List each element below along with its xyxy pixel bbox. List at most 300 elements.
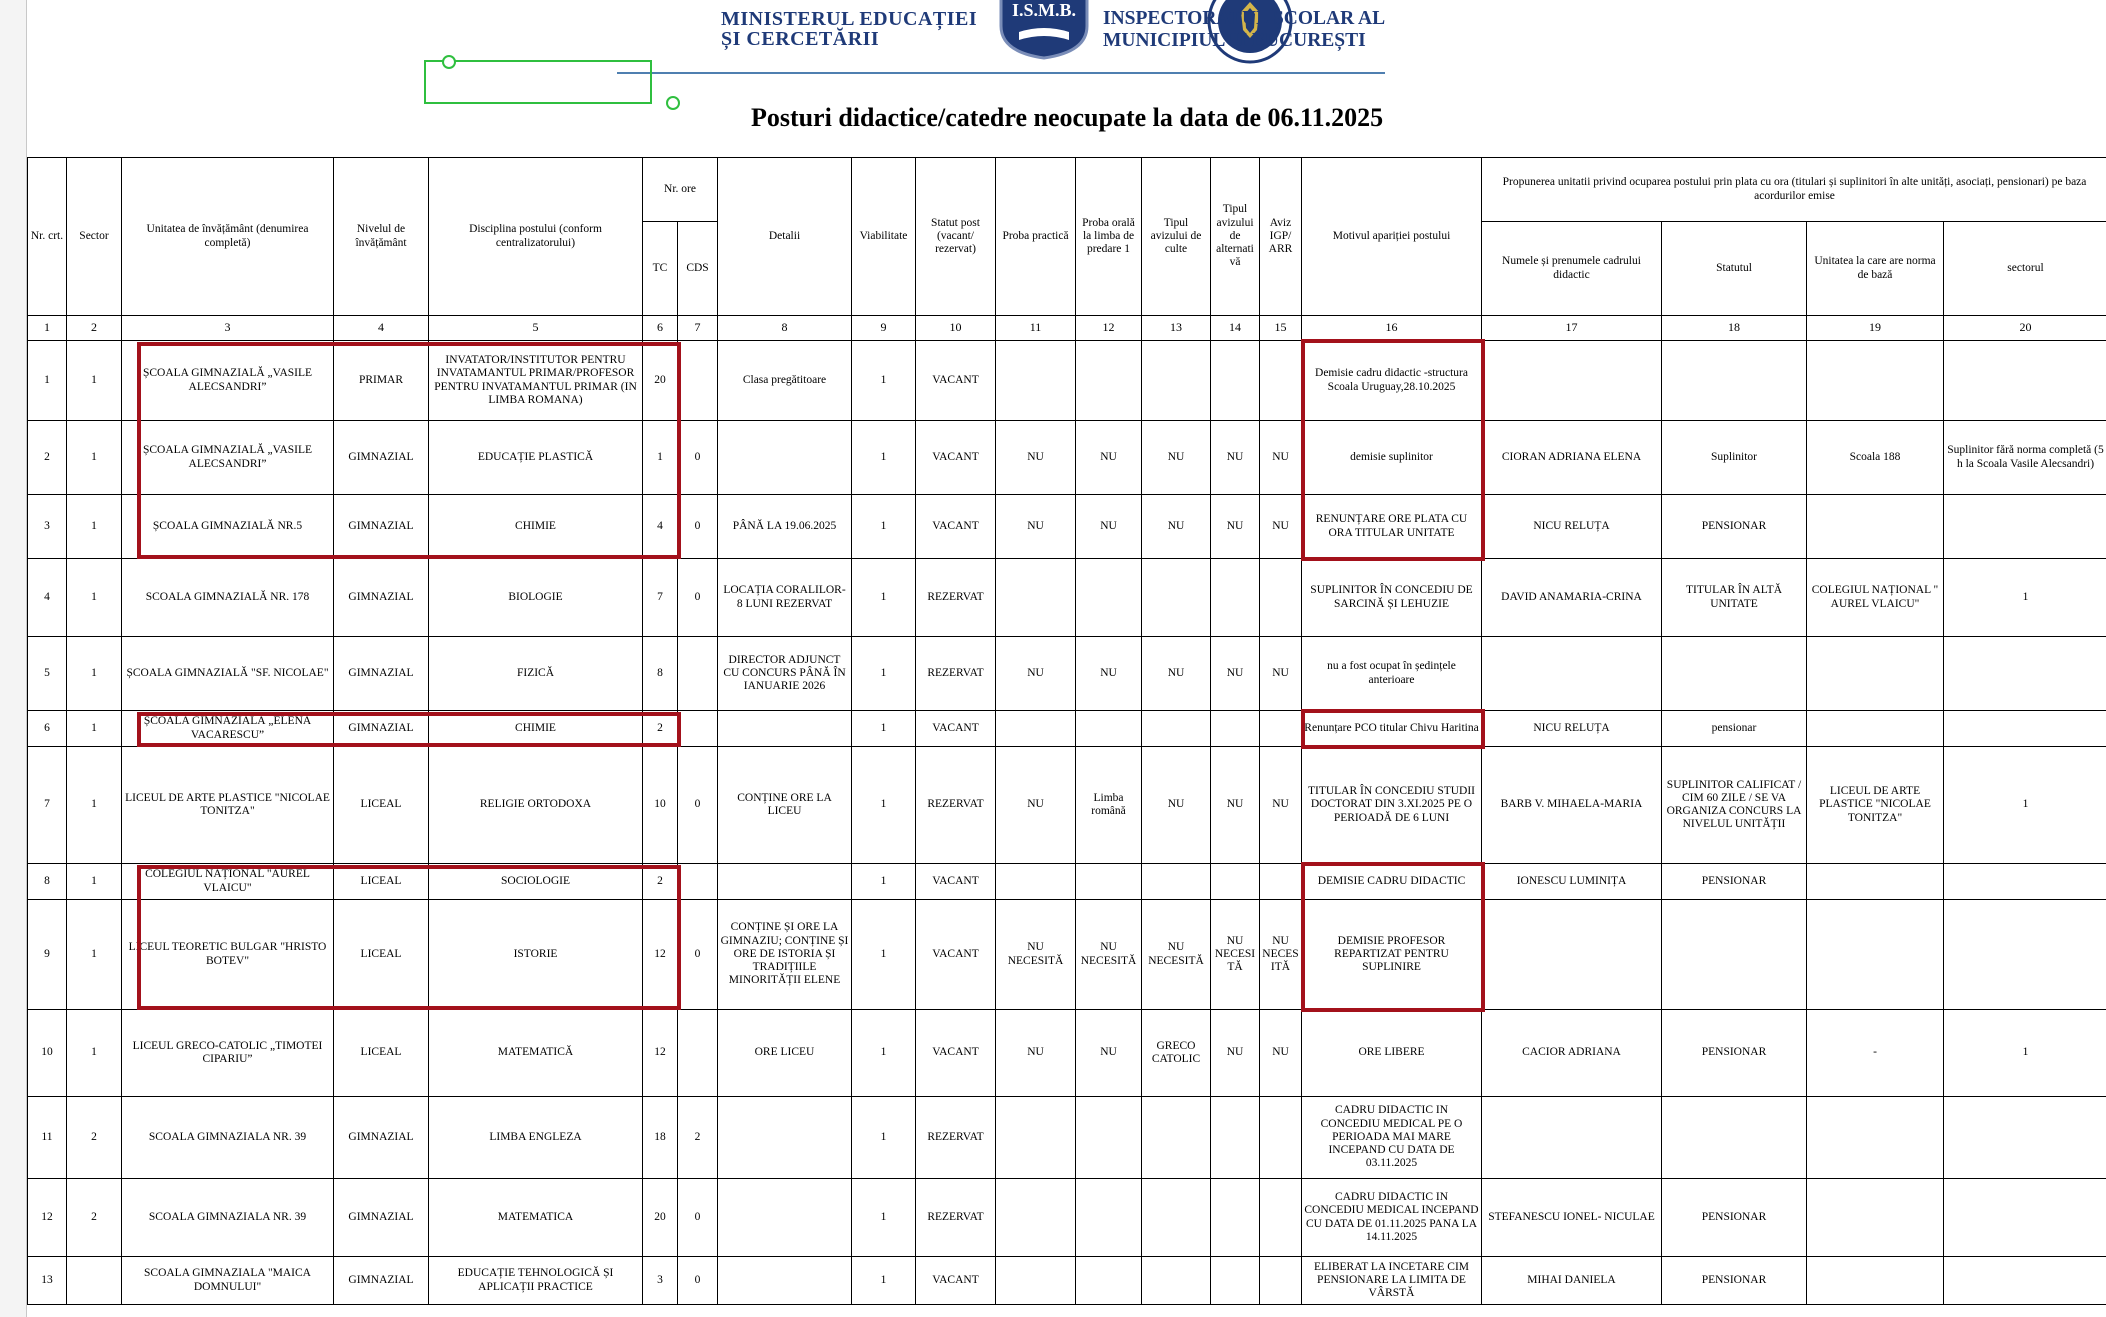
cell-detalii [718,711,852,747]
cell-disciplina: CHIMIE [429,711,643,747]
column-number-cell: 5 [429,316,643,341]
cell-numele [1482,1097,1662,1179]
cell-proba-orala [1076,1179,1142,1257]
cell-proba-practica: NU [996,1010,1076,1097]
cell-unitatea-baza [1807,900,1944,1010]
cell-statut: VACANT [916,341,996,421]
cell-viabilitate: 1 [852,495,916,559]
column-number-cell: 2 [67,316,122,341]
cell-cds [678,637,718,711]
cell-tipul-culte: NU [1142,637,1211,711]
cell-sectorul: 1 [1944,1010,2106,1097]
cell-aviz-igp [1260,864,1302,900]
header-unitatea-baza: Unitatea la care are norma de bază [1807,222,1944,316]
cell-proba-practica: NU NECESITĂ [996,900,1076,1010]
cell-unitatea-baza [1807,1257,1944,1305]
cell-nivelul: LICEAL [334,1010,429,1097]
header-unitatea: Unitatea de învățământ (denumirea completă) [122,158,334,316]
cell-numele: CACIOR ADRIANA [1482,1010,1662,1097]
cell-proba-orala: NU [1076,495,1142,559]
cell-statut: VACANT [916,421,996,495]
cell-tipul-alternativa [1211,559,1260,637]
cell-cds: 0 [678,1179,718,1257]
cell-sectorul [1944,1097,2106,1179]
cell-proba-orala: NU [1076,1010,1142,1097]
cell-sector: 1 [67,495,122,559]
cell-sector: 1 [67,559,122,637]
cell-numele: IONESCU LUMINIȚA [1482,864,1662,900]
cell-motivul: ORE LIBERE [1302,1010,1482,1097]
ministry-name-line1: MINISTERUL EDUCAȚIEI [721,8,978,30]
cell-cds: 0 [678,421,718,495]
ministry-logo [617,0,977,64]
cell-numele [1482,637,1662,711]
cell-aviz-igp: NU NECES ITĂ [1260,900,1302,1010]
cell-viabilitate: 1 [852,1257,916,1305]
header-detalii: Detalii [718,158,852,316]
cell-nr-crt: 3 [28,495,67,559]
cell-nivelul: GIMNAZIAL [334,711,429,747]
cell-unitatea: LICEUL DE ARTE PLASTICE "NICOLAE TONITZA" [122,747,334,864]
cell-statut: REZERVAT [916,559,996,637]
header-propunerea: Propunerea unitatii privind ocuparea postului prin plata cu ora (titulari și suplinitori în alte unități, asociați, pensionari) pe baza acordurilor emise [1482,158,2106,222]
cell-tipul-culte [1142,341,1211,421]
cell-proba-orala: NU [1076,421,1142,495]
cell-sectorul [1944,1179,2106,1257]
cell-unitatea-baza [1807,864,1944,900]
page-title: Posturi didactice/catedre neocupate la data de 06.11.2025 [750,103,1384,132]
cell-aviz-igp: NU [1260,421,1302,495]
cell-statut: REZERVAT [916,1097,996,1179]
cell-nivelul: PRIMAR [334,341,429,421]
cell-aviz-igp: NU [1260,747,1302,864]
cell-sectorul [1944,900,2106,1010]
cell-nr-crt: 1 [28,341,67,421]
cell-unitatea: SCOALA GIMNAZIALA "MAICA DOMNULUI" [122,1257,334,1305]
cell-numele [1482,900,1662,1010]
column-number-cell: 19 [1807,316,1944,341]
cell-statut: VACANT [916,900,996,1010]
cell-detalii: ORE LICEU [718,1010,852,1097]
cell-motivul: DEMISIE PROFESOR REPARTIZAT PENTRU SUPLINIRE [1302,900,1482,1010]
cell-statutul [1662,637,1807,711]
cell-unitatea-baza [1807,1097,1944,1179]
ministry-name-line2: ȘI CERCETĂRII [721,28,880,50]
cell-unitatea: SCOALA GIMNAZIALA NR. 39 [122,1097,334,1179]
table-row [28,1179,2106,1257]
cell-proba-orala: NU NECESITĂ [1076,900,1142,1010]
cell-proba-practica [996,1257,1076,1305]
cell-cds: 0 [678,495,718,559]
cell-statutul: TITULAR ÎN ALTĂ UNITATE [1662,559,1807,637]
document-page [26,0,2106,1317]
cell-detalii: LOCAȚIA CORALILOR- 8 LUNI REZERVAT [718,559,852,637]
cell-viabilitate: 1 [852,900,916,1010]
cell-proba-orala: Limba română [1076,747,1142,864]
cell-proba-orala [1076,1097,1142,1179]
ismb-name-line2: MUNICIPIULUI BUCUREȘTI [1103,30,1366,51]
cell-tipul-alternativa: NU [1211,1010,1260,1097]
cell-detalii: DIRECTOR ADJUNCT CU CONCURS PÂNĂ ÎN IANUARIE 2026 [718,637,852,711]
cell-tipul-culte [1142,1179,1211,1257]
svg-text:I.S.M.B.: I.S.M.B. [1011,0,1077,20]
cell-disciplina: CHIMIE [429,495,643,559]
cell-statutul: PENSIONAR [1662,1010,1807,1097]
cell-viabilitate: 1 [852,637,916,711]
cell-tipul-culte: GRECO CATOLIC [1142,1010,1211,1097]
column-number-cell: 14 [1211,316,1260,341]
cell-unitatea-baza [1807,637,1944,711]
cell-sector: 1 [67,637,122,711]
header-disciplina: Disciplina postului (conform centralizatorului) [429,158,643,316]
cell-numele: NICU RELUȚA [1482,711,1662,747]
table-row [28,1097,2106,1179]
cell-viabilitate: 1 [852,864,916,900]
cell-unitatea: ȘCOALA GIMNAZIALĂ „VASILE ALECSANDRI” [122,341,334,421]
cell-tipul-alternativa [1211,711,1260,747]
cell-nr-crt: 13 [28,1257,67,1305]
cell-statutul [1662,341,1807,421]
table-row [28,864,2106,900]
cell-tipul-culte: NU NECESITĂ [1142,900,1211,1010]
header-proba-orala: Proba orală la limba de predare 1 [1076,158,1142,316]
cell-detalii [718,1257,852,1305]
cell-detalii [718,864,852,900]
cell-proba-practica: NU [996,421,1076,495]
cell-statutul: PENSIONAR [1662,495,1807,559]
column-number-cell: 11 [996,316,1076,341]
table-row [28,341,2106,421]
ismb-shield-icon [995,0,1093,60]
cell-unitatea: ȘCOALA GIMNAZIALĂ NR.5 [122,495,334,559]
column-number-cell: 1 [28,316,67,341]
cell-tipul-alternativa: NU [1211,637,1260,711]
cell-disciplina: SOCIOLOGIE [429,864,643,900]
cell-unitatea: COLEGIUL NAȚIONAL "AUREL VLAICU" [122,864,334,900]
cell-nivelul: LICEAL [334,864,429,900]
cell-numele [1482,341,1662,421]
cell-sectorul: 1 [1944,559,2106,637]
cell-proba-practica [996,1179,1076,1257]
cell-nr-crt: 11 [28,1097,67,1179]
cell-sectorul [1944,341,2106,421]
cell-statutul: pensionar [1662,711,1807,747]
cell-sectorul [1944,711,2106,747]
cell-sector [67,1257,122,1305]
cell-nivelul: GIMNAZIAL [334,1179,429,1257]
cell-aviz-igp: NU [1260,1010,1302,1097]
header-cds: CDS [678,222,718,316]
cell-detalii [718,1097,852,1179]
cell-tipul-culte: NU [1142,421,1211,495]
cell-statut: VACANT [916,1010,996,1097]
table-row [28,1257,2106,1305]
cell-detalii [718,1179,852,1257]
cell-viabilitate: 1 [852,559,916,637]
cell-aviz-igp: NU [1260,495,1302,559]
header-sector: Sector [67,158,122,316]
cell-unitatea: SCOALA GIMNAZIALA NR. 39 [122,1179,334,1257]
column-number-cell: 13 [1142,316,1211,341]
cell-tipul-culte [1142,711,1211,747]
cell-sectorul [1944,637,2106,711]
cell-tipul-culte [1142,864,1211,900]
cell-unitatea-baza: Scoala 188 [1807,421,1944,495]
cell-viabilitate: 1 [852,421,916,495]
letterhead [27,0,2106,160]
column-number-cell: 12 [1076,316,1142,341]
cell-proba-orala: NU [1076,637,1142,711]
cell-nr-crt: 9 [28,900,67,1010]
cell-statut: REZERVAT [916,637,996,711]
cell-unitatea-baza [1807,495,1944,559]
cell-unitatea-baza: - [1807,1010,1944,1097]
cell-cds: 0 [678,559,718,637]
cell-tc: 20 [643,341,678,421]
resize-handle-top-left[interactable] [442,55,456,69]
cell-tipul-alternativa [1211,864,1260,900]
cell-motivul: Renunțare PCO titular Chivu Haritina [1302,711,1482,747]
cell-numele: CIORAN ADRIANA ELENA [1482,421,1662,495]
cell-numele: DAVID ANAMARIA-CRINA [1482,559,1662,637]
cell-disciplina: LIMBA ENGLEZA [429,1097,643,1179]
column-number-cell: 7 [678,316,718,341]
cell-nr-crt: 10 [28,1010,67,1097]
cell-tc: 8 [643,637,678,711]
cell-nivelul: GIMNAZIAL [334,559,429,637]
cell-numele: MIHAI DANIELA [1482,1257,1662,1305]
cell-unitatea-baza: LICEUL DE ARTE PLASTICE "NICOLAE TONITZA" [1807,747,1944,864]
cell-statut: REZERVAT [916,747,996,864]
cell-sector: 1 [67,747,122,864]
cell-disciplina: EDUCAȚIE TEHNOLOGICĂ ȘI APLICAȚII PRACTICE [429,1257,643,1305]
header-viabilitate: Viabilitate [852,158,916,316]
header-nr-ore: Nr. ore [643,158,718,222]
header-sectorul: sectorul [1944,222,2106,316]
cell-proba-practica [996,864,1076,900]
column-number-cell: 6 [643,316,678,341]
cell-cds: 0 [678,1257,718,1305]
cell-tc: 20 [643,1179,678,1257]
header-nr-crt: Nr. crt. [28,158,67,316]
cell-viabilitate: 1 [852,711,916,747]
cell-sector: 2 [67,1097,122,1179]
cell-tc: 2 [643,711,678,747]
column-number-cell: 4 [334,316,429,341]
cell-motivul: RENUNȚARE ORE PLATA CU ORA TITULAR UNITATE [1302,495,1482,559]
cell-aviz-igp [1260,1097,1302,1179]
cell-cds: 0 [678,900,718,1010]
cell-nivelul: LICEAL [334,747,429,864]
cell-tipul-culte [1142,1097,1211,1179]
cell-motivul: CADRU DIDACTIC IN CONCEDIU MEDICAL INCEPAND CU DATA DE 01.11.2025 PANA LA 14.11.2025 [1302,1179,1482,1257]
cell-sectorul [1944,1257,2106,1305]
ismb-name-line1: INSPECTORATUL ȘCOLAR AL [1103,8,1386,29]
cell-aviz-igp [1260,1257,1302,1305]
cell-disciplina: INVATATOR/INSTITUTOR PENTRU INVATAMANTUL PRIMAR/PROFESOR PENTRU INVATAMANTUL PRIMAR (IN LIMBA ROMANA) [429,341,643,421]
cell-tipul-alternativa: NU NECESI TĂ [1211,900,1260,1010]
cell-sector: 1 [67,711,122,747]
column-number-cell: 3 [122,316,334,341]
cell-nivelul: GIMNAZIAL [334,421,429,495]
cell-tc: 18 [643,1097,678,1179]
cell-viabilitate: 1 [852,747,916,864]
cell-detalii: Clasa pregătitoare [718,341,852,421]
cell-sectorul [1944,864,2106,900]
column-number-cell: 9 [852,316,916,341]
cell-tipul-alternativa: NU [1211,495,1260,559]
cell-tc: 12 [643,1010,678,1097]
vacancies-table [27,157,2106,1305]
cell-proba-practica: NU [996,495,1076,559]
table-row [28,900,2106,1010]
column-number-cell: 18 [1662,316,1807,341]
header-statut: Statut post (vacant/ rezervat) [916,158,996,316]
cell-sector: 1 [67,1010,122,1097]
cell-sector: 1 [67,421,122,495]
column-number-cell: 20 [1944,316,2106,341]
header-divider [617,72,1385,74]
cell-viabilitate: 1 [852,1097,916,1179]
cell-detalii: PÂNĂ LA 19.06.2025 [718,495,852,559]
table-row [28,559,2106,637]
cell-disciplina: MATEMATICĂ [429,1010,643,1097]
table-row [28,747,2106,864]
table-row [28,637,2106,711]
cell-disciplina: MATEMATICA [429,1179,643,1257]
cell-nr-crt: 6 [28,711,67,747]
column-number-cell: 17 [1482,316,1662,341]
table-row [28,1010,2106,1097]
cell-nivelul: GIMNAZIAL [334,495,429,559]
cell-unitatea: LICEUL GRECO-CATOLIC „TIMOTEI CIPARIU” [122,1010,334,1097]
table-row [28,421,2106,495]
cell-unitatea: LICEUL TEORETIC BULGAR "HRISTO BOTEV" [122,900,334,1010]
selected-rectangle-shape[interactable] [424,60,652,104]
header-tipul-alternativa: Tipul avizului de alternati vă [1211,158,1260,316]
cell-proba-practica: NU [996,747,1076,864]
cell-proba-practica [996,341,1076,421]
cell-nivelul: GIMNAZIAL [334,1257,429,1305]
cell-statutul [1662,1097,1807,1179]
cell-unitatea: ȘCOALA GIMNAZIALĂ "SF. NICOLAE" [122,637,334,711]
cell-motivul: CADRU DIDACTIC IN CONCEDIU MEDICAL PE O PERIOADA MAI MARE INCEPAND CU DATA DE 03.11.2025 [1302,1097,1482,1179]
cell-sectorul [1944,495,2106,559]
cell-statutul: PENSIONAR [1662,1179,1807,1257]
cell-cds [678,341,718,421]
cell-unitatea-baza: COLEGIUL NAȚIONAL " AUREL VLAICU" [1807,559,1944,637]
cell-numele: STEFANESCU IONEL- NICULAE [1482,1179,1662,1257]
cell-sector: 1 [67,341,122,421]
cell-tc: 1 [643,421,678,495]
cell-proba-orala [1076,864,1142,900]
cell-statutul: PENSIONAR [1662,864,1807,900]
cell-tipul-alternativa: NU [1211,747,1260,864]
header-motivul: Motivul apariției postului [1302,158,1482,316]
cell-cds [678,1010,718,1097]
cell-nr-crt: 7 [28,747,67,864]
cell-unitatea-baza [1807,711,1944,747]
cell-aviz-igp [1260,711,1302,747]
cell-aviz-igp [1260,559,1302,637]
cell-statutul: PENSIONAR [1662,1257,1807,1305]
cell-tipul-alternativa [1211,341,1260,421]
cell-viabilitate: 1 [852,341,916,421]
cell-motivul: Demisie cadru didactic -structura Scoala Uruguay,28.10.2025 [1302,341,1482,421]
table-row [28,711,2106,747]
cell-statut: VACANT [916,495,996,559]
header-aviz-igp: Aviz IGP/ ARR [1260,158,1302,316]
cell-viabilitate: 1 [852,1179,916,1257]
cell-sectorul: Suplinitor fără norma completă (5 h la Scoala Vasile Alecsandri) [1944,421,2106,495]
cell-statutul [1662,900,1807,1010]
cell-detalii: CONȚINE ȘI ORE LA GIMNAZIU; CONȚINE ȘI ORE DE ISTORIA ȘI TRADIȚIILE MINORITĂȚII ELENE [718,900,852,1010]
header-tc: TC [643,222,678,316]
cell-tipul-culte: NU [1142,495,1211,559]
cell-disciplina: RELIGIE ORTODOXA [429,747,643,864]
cell-tc: 10 [643,747,678,864]
cell-statutul: Suplinitor [1662,421,1807,495]
cell-tc: 2 [643,864,678,900]
cell-detalii [718,421,852,495]
cell-unitatea: SCOALA GIMNAZIALĂ NR. 178 [122,559,334,637]
cell-proba-orala [1076,341,1142,421]
cell-proba-orala [1076,711,1142,747]
cell-tipul-alternativa [1211,1257,1260,1305]
cell-motivul: nu a fost ocupat în ședințele anterioare [1302,637,1482,711]
cell-aviz-igp [1260,341,1302,421]
cell-sector: 1 [67,900,122,1010]
cell-proba-practica [996,711,1076,747]
cell-nr-crt: 8 [28,864,67,900]
cell-sector: 2 [67,1179,122,1257]
cell-unitatea-baza [1807,341,1944,421]
cell-aviz-igp: NU [1260,637,1302,711]
cell-tc: 3 [643,1257,678,1305]
cell-tipul-culte: NU [1142,747,1211,864]
column-number-cell: 15 [1260,316,1302,341]
header-numele: Numele și prenumele cadrului didactic [1482,222,1662,316]
header-tipul-culte: Tipul avizului de culte [1142,158,1211,316]
column-number-cell: 10 [916,316,996,341]
column-number-cell: 16 [1302,316,1482,341]
cell-cds [678,864,718,900]
header-proba-practica: Proba practică [996,158,1076,316]
cell-unitatea: ȘCOALA GIMNAZIALĂ „ELENA VACARESCU” [122,711,334,747]
cell-tc: 7 [643,559,678,637]
cell-tipul-alternativa: NU [1211,421,1260,495]
cell-tipul-culte [1142,1257,1211,1305]
cell-tipul-alternativa [1211,1097,1260,1179]
header-nivelul: Nivelul de învățământ [334,158,429,316]
cell-disciplina: ISTORIE [429,900,643,1010]
table-row [28,495,2106,559]
cell-unitatea: ȘCOALA GIMNAZIALĂ „VASILE ALECSANDRI” [122,421,334,495]
column-number-cell: 8 [718,316,852,341]
cell-tipul-alternativa [1211,1179,1260,1257]
column-number-row [28,316,2106,341]
cell-motivul: demisie suplinitor [1302,421,1482,495]
cell-sectorul: 1 [1944,747,2106,864]
cell-disciplina: FIZICĂ [429,637,643,711]
cell-cds: 0 [678,747,718,864]
cell-nivelul: GIMNAZIAL [334,637,429,711]
cell-proba-practica [996,559,1076,637]
cell-proba-orala [1076,559,1142,637]
cell-nivelul: GIMNAZIAL [334,1097,429,1179]
cell-numele: NICU RELUȚA [1482,495,1662,559]
ismb-logo [995,0,1415,70]
